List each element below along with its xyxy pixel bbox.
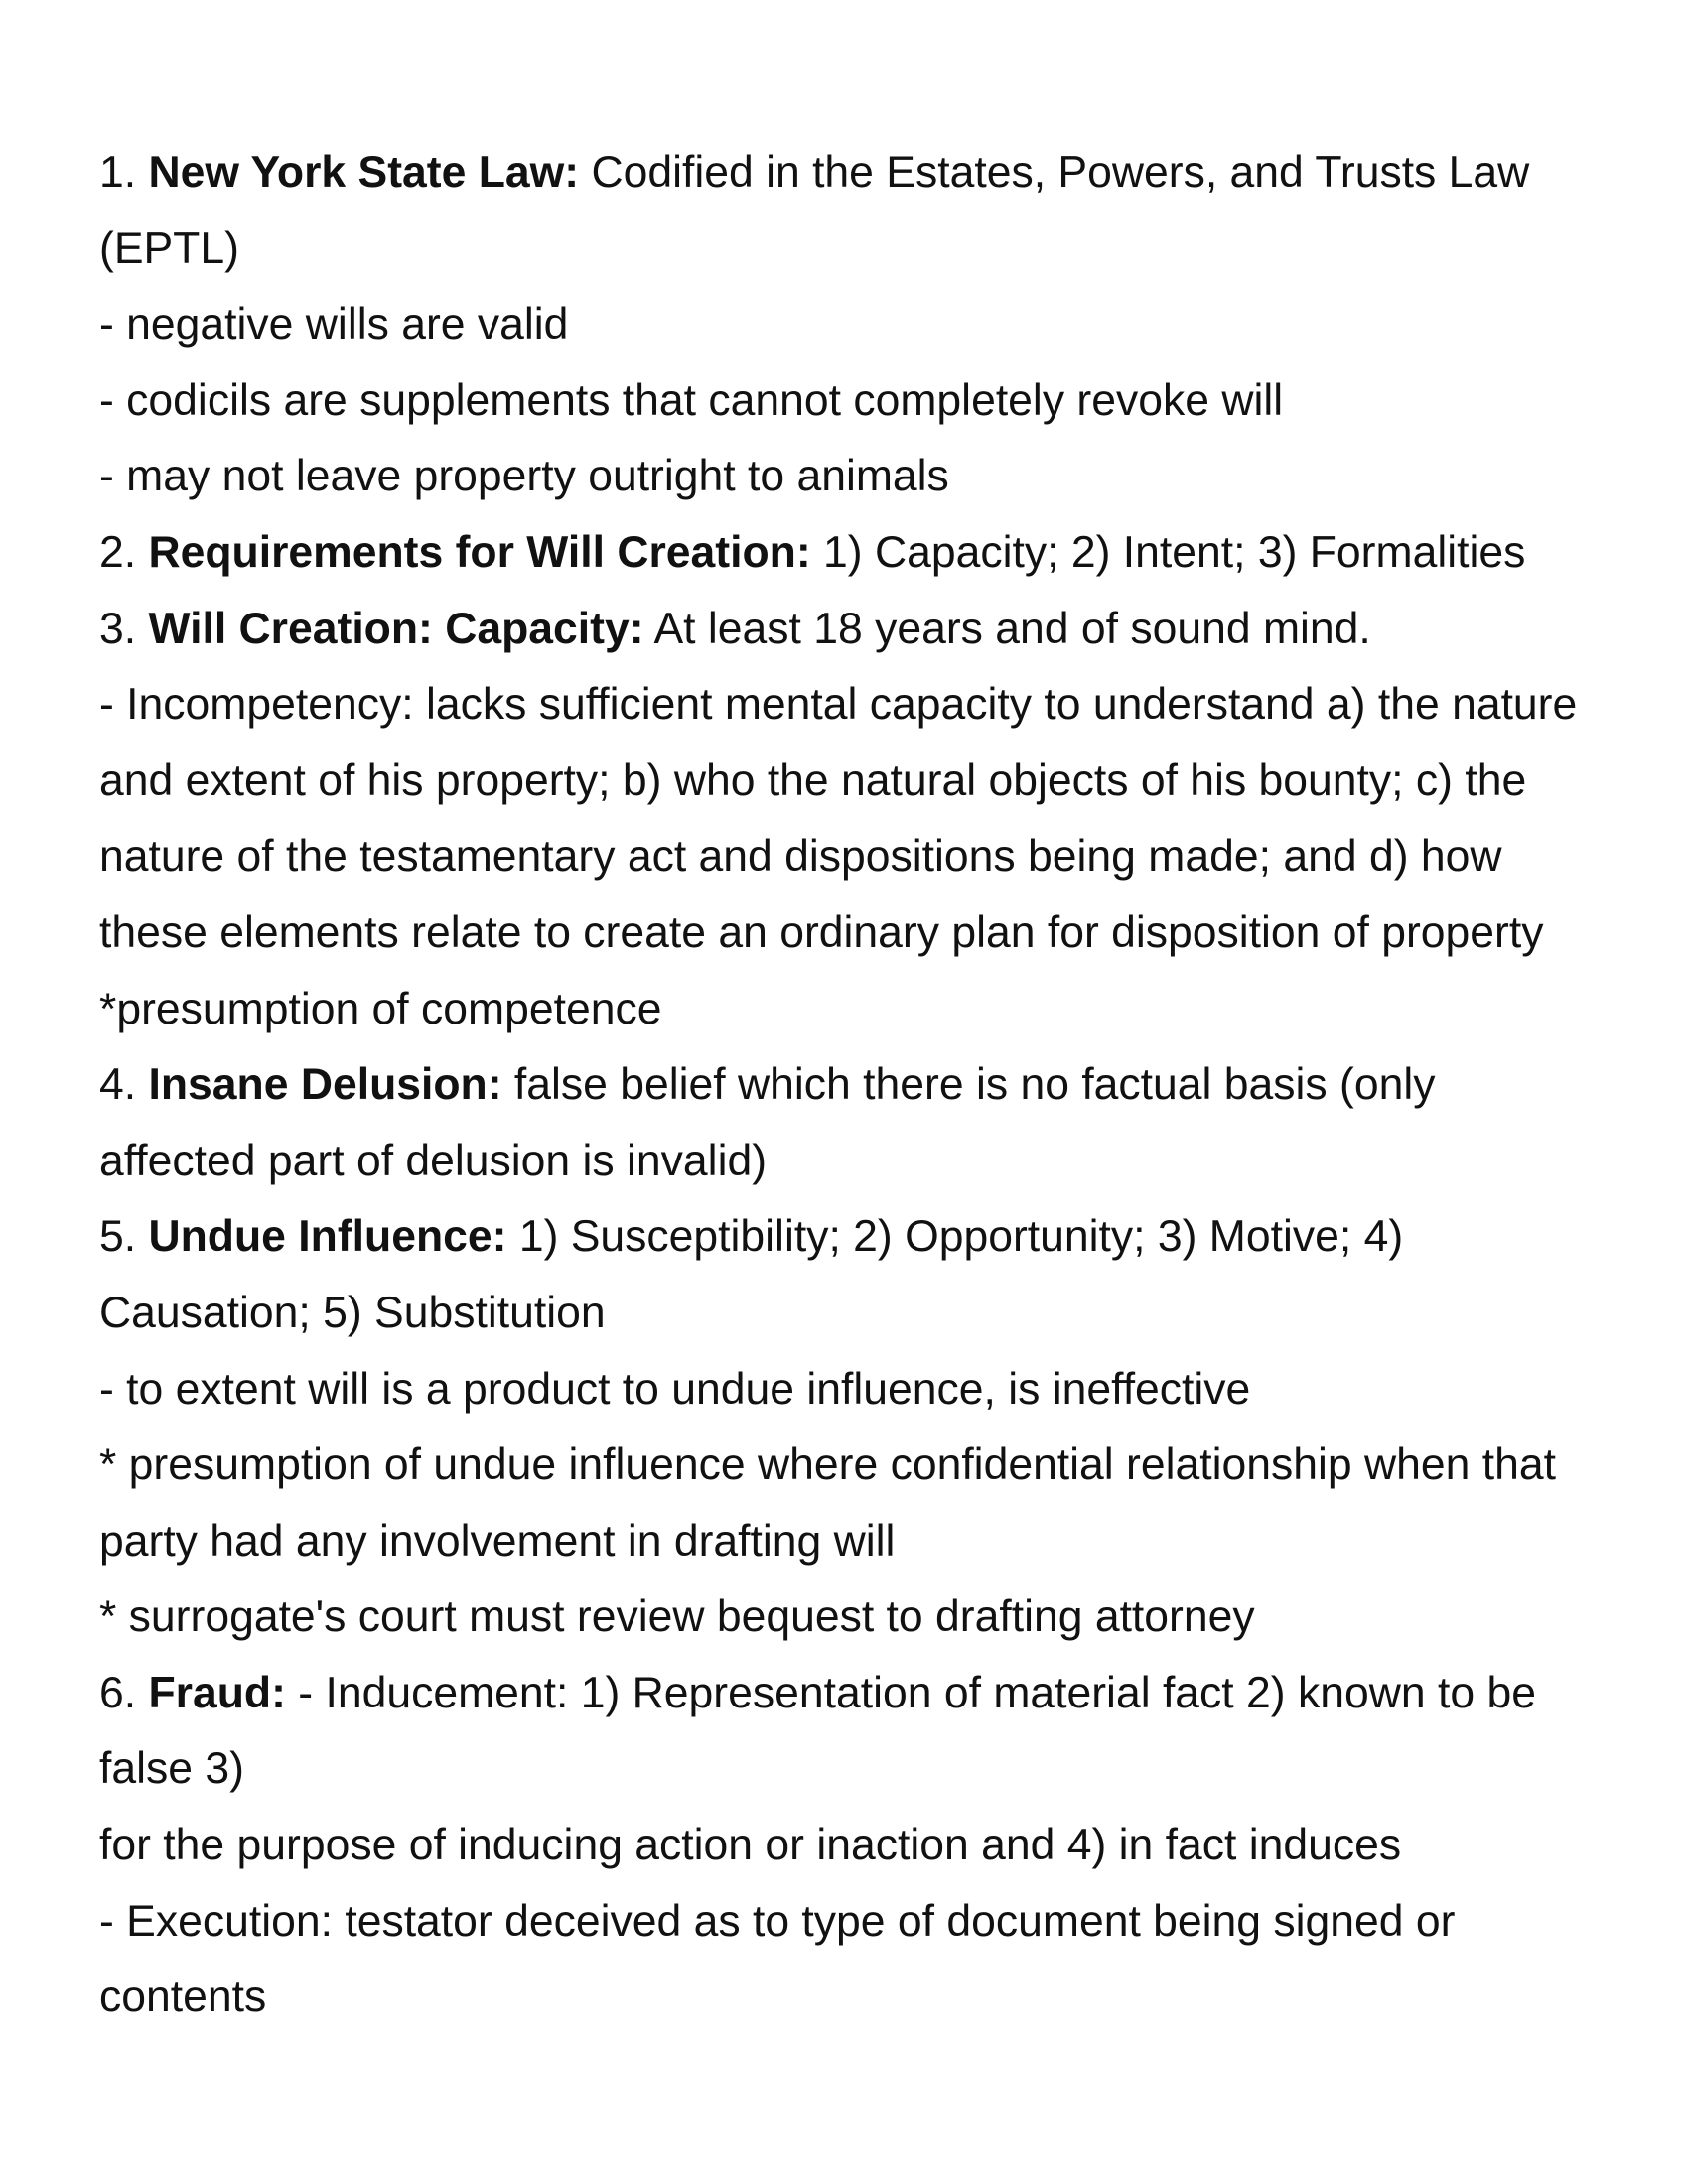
text-line: Causation; 5) Substitution <box>99 1288 606 1337</box>
item-number: 3. <box>99 604 149 653</box>
item-heading: Undue Influence: <box>148 1212 507 1262</box>
note-line: * presumption of undue influence where confidential relationship when that <box>99 1440 1556 1490</box>
bullet-line: - Incompetency: lacks sufficient mental capacity to understand a) the nature <box>99 680 1578 730</box>
item-2-line <box>99 515 1618 592</box>
item-text: - Inducement: 1) Representation of material fact 2) known to be <box>285 1668 1536 1717</box>
item-text: At least 18 years and of sound mind. <box>643 604 1371 653</box>
text-line: nature of the testamentary act and dispositions being made; and d) how <box>99 832 1502 882</box>
item-text: false belief which there is no factual basis (only <box>501 1060 1436 1110</box>
document-page <box>99 135 1618 2036</box>
item-heading: Will Creation: Capacity: <box>148 604 644 653</box>
note-line: * surrogate's court must review bequest to drafting attorney <box>99 1592 1255 1642</box>
note-line: *presumption of competence <box>99 984 662 1033</box>
item-heading: Insane Delusion: <box>148 1060 502 1110</box>
text-line: these elements relate to create an ordinary plan for disposition of property <box>99 907 1544 957</box>
text-line: party had any involvement in drafting will <box>99 1516 896 1566</box>
text-line: contents <box>99 1973 267 2022</box>
bullet-line: - to extent will is a product to undue influence, is ineffective <box>99 1364 1251 1414</box>
item-5-line <box>99 1199 1618 1276</box>
bullet-line: - codicils are supplements that cannot completely revoke will <box>99 375 1284 425</box>
item-number: 5. <box>99 1212 149 1262</box>
item-heading: New York State Law: <box>148 148 580 197</box>
item-number: 6. <box>99 1668 149 1717</box>
bullet-line: - negative wills are valid <box>99 300 569 349</box>
item-3-line <box>99 592 1618 668</box>
text-line: (EPTL) <box>99 223 239 273</box>
item-number: 4. <box>99 1060 149 1110</box>
item-text: 1) Capacity; 2) Intent; 3) Formalities <box>810 527 1526 577</box>
item-heading: Requirements for Will Creation: <box>148 527 811 577</box>
bullet-line: - Execution: testator deceived as to type of document being signed or <box>99 1896 1456 1946</box>
item-6-line <box>99 1656 1618 1732</box>
text-line: and extent of his property; b) who the natural objects of his bounty; c) the <box>99 755 1527 805</box>
item-1-line <box>99 135 1618 211</box>
item-4-line <box>99 1047 1618 1124</box>
item-number: 2. <box>99 527 149 577</box>
item-heading: Fraud: <box>148 1668 286 1717</box>
item-number: 1. <box>99 148 149 197</box>
item-text: 1) Susceptibility; 2) Opportunity; 3) Motive; 4) <box>506 1212 1404 1262</box>
text-line: affected part of delusion is invalid) <box>99 1136 768 1185</box>
bullet-line: - may not leave property outright to animals <box>99 452 949 501</box>
text-line: false 3) <box>99 1744 244 1794</box>
item-text: Codified in the Estates, Powers, and Trusts Law <box>579 148 1530 197</box>
text-line: for the purpose of inducing action or inaction and 4) in fact induces <box>99 1821 1402 1870</box>
